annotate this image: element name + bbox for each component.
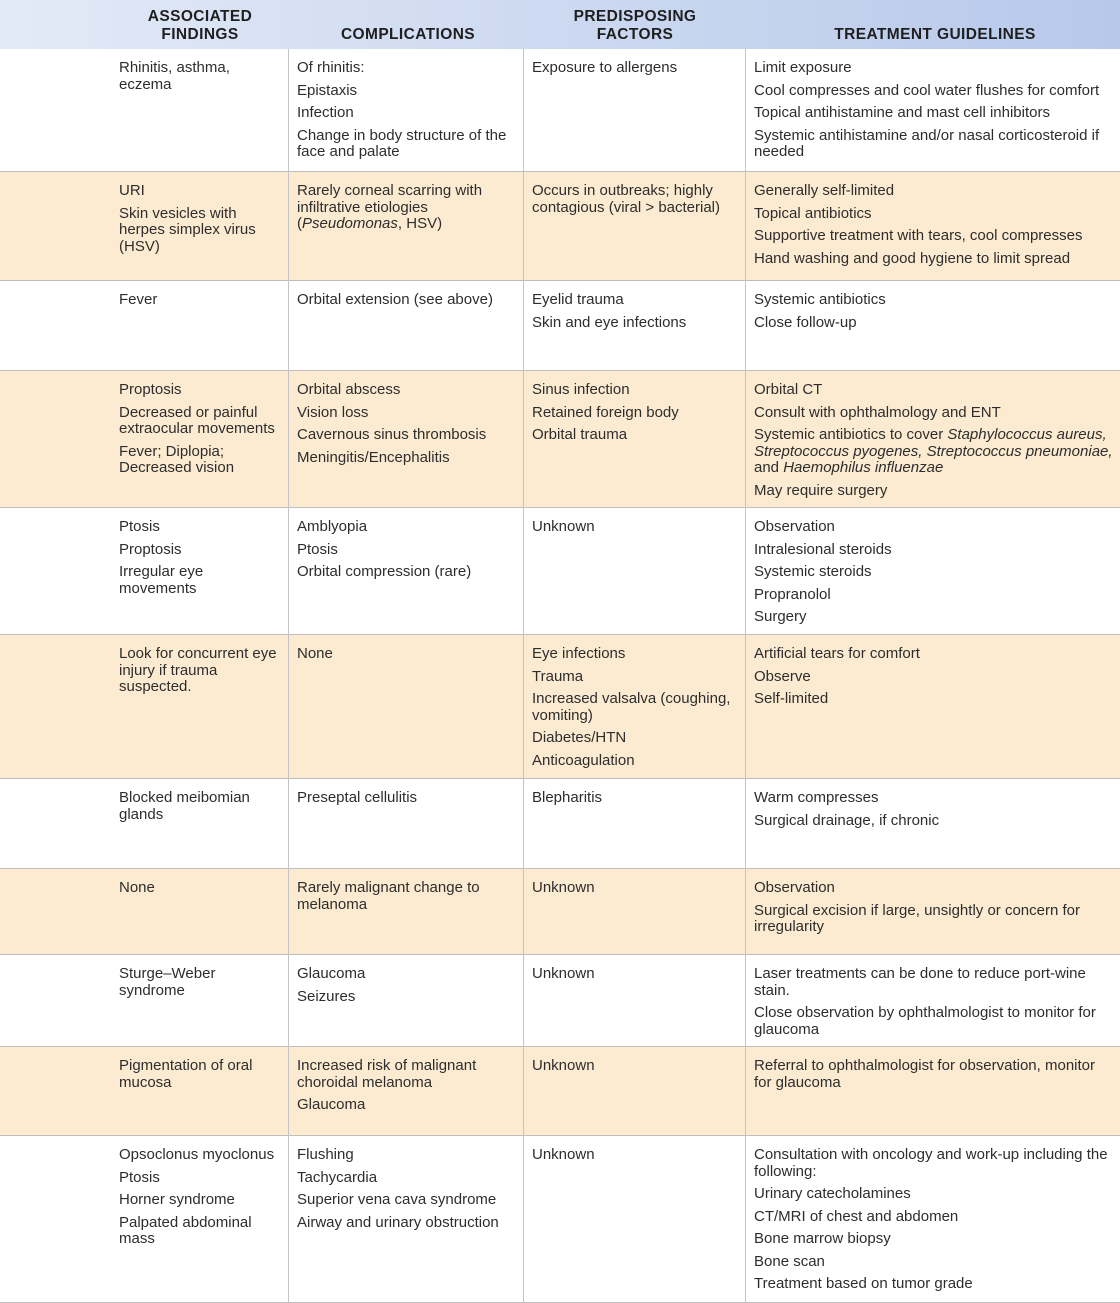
list-item: Rarely corneal scarring with infiltrative etiologies (Pseudomonas, HSV) <box>297 182 483 232</box>
cell-findings <box>119 646 281 702</box>
list-item: Superior vena cava syndrome <box>297 1191 497 1208</box>
cell-treatment <box>754 646 1116 714</box>
list-item: Surgery <box>754 608 807 625</box>
list-item: Sturge–Weber syndrome <box>119 965 216 999</box>
table-row <box>0 49 1120 172</box>
list-item: Hand washing and good hygiene to limit spread <box>754 249 1071 267</box>
cell-treatment <box>754 966 1116 1044</box>
list-item: Unknown <box>532 965 595 982</box>
list-item: Orbital abscess <box>297 381 401 398</box>
cell-complications <box>297 292 519 315</box>
cell-factors <box>532 382 738 450</box>
cell-factors <box>532 790 738 813</box>
list-item: Unknown <box>532 1057 595 1074</box>
list-item: Of rhinitis: <box>297 59 365 76</box>
cell-factors <box>532 880 738 903</box>
list-item: Fever <box>119 291 158 308</box>
list-item: Self-limited <box>754 690 829 707</box>
list-item: Increased risk of malignant choroidal melanoma <box>297 1057 477 1091</box>
column-divider <box>745 49 746 1303</box>
table-row <box>0 281 1120 371</box>
cell-factors <box>532 60 738 83</box>
cell-findings <box>119 790 281 829</box>
complication-text: Rarely corneal scarring with infiltrative etiologies <box>297 182 483 216</box>
list-item: Pigmentation of oral mucosa <box>119 1057 253 1091</box>
list-item: Cavernous sinus thrombosis <box>297 426 487 443</box>
table-row <box>0 869 1120 955</box>
list-item: Ptosis <box>119 1168 160 1186</box>
complication-text: , HSV) <box>397 215 443 232</box>
cell-findings <box>119 382 281 483</box>
header-treatment-guidelines: TREATMENT GUIDELINES <box>834 26 1036 43</box>
cell-treatment <box>754 382 1116 505</box>
list-item: Blocked meibomian glands <box>119 789 250 823</box>
list-item: Skin vesicles with herpes simplex virus (HSV) <box>119 204 256 255</box>
cell-factors <box>532 292 738 337</box>
list-item: Unknown <box>532 518 595 535</box>
cell-factors <box>532 1147 738 1170</box>
list-item: Orbital extension (see above) <box>297 291 493 308</box>
cell-treatment <box>754 880 1116 942</box>
cell-treatment <box>754 519 1116 632</box>
list-item: Blepharitis <box>532 789 603 806</box>
cell-factors <box>532 183 738 222</box>
table-row <box>0 635 1120 779</box>
list-item: Ptosis <box>119 518 160 535</box>
cell-findings <box>119 292 281 315</box>
header-complications: COMPLICATIONS <box>340 26 476 43</box>
organism-name: Pseudomonas <box>302 215 398 232</box>
list-item: Urinary catecholamines <box>754 1185 911 1202</box>
cell-complications <box>297 966 519 1011</box>
list-item: Systemic antibiotics <box>754 291 886 308</box>
list-item: Orbital trauma <box>532 426 628 443</box>
list-item: Glaucoma <box>297 965 366 982</box>
cell-treatment <box>754 1147 1116 1299</box>
table-header <box>0 0 1120 49</box>
list-item: Limit exposure <box>754 59 852 76</box>
list-item: Observe <box>754 667 811 685</box>
cell-treatment <box>754 292 1116 337</box>
list-item: Laser treatments can be done to reduce port-wine stain. <box>754 965 1086 999</box>
list-item: None <box>297 645 333 662</box>
cell-findings <box>119 519 281 603</box>
cell-factors <box>532 519 738 542</box>
list-item: Referral to ophthalmologist for observation, monitor for glaucoma <box>754 1057 1096 1091</box>
list-item: Infection <box>297 104 354 121</box>
cell-findings <box>119 60 281 99</box>
list-item: Fever; Diplopia; Decreased vision <box>119 442 235 476</box>
cell-treatment <box>754 60 1116 167</box>
list-item: Close observation by ophthalmologist to monitor for glaucoma <box>754 1004 1096 1038</box>
list-item: Anticoagulation <box>532 751 635 769</box>
list-item: Unknown <box>532 879 595 896</box>
cell-complications <box>297 1058 519 1120</box>
table-row <box>0 779 1120 869</box>
cell-complications <box>297 880 519 919</box>
cell-complications <box>297 646 519 669</box>
list-item: Unknown <box>532 1146 595 1163</box>
list-item: Observation <box>754 879 835 896</box>
list-item: Tachycardia <box>297 1168 378 1186</box>
list-item: Exposure to allergens <box>532 59 678 76</box>
list-item: Retained foreign body <box>532 403 679 421</box>
list-item: Proptosis <box>119 381 182 398</box>
column-divider <box>523 49 524 1303</box>
header-predisposing-factors: PREDISPOSING FACTORS <box>573 8 697 43</box>
list-item: Surgical drainage, if chronic <box>754 811 940 829</box>
cell-findings <box>119 183 281 261</box>
list-item: Intralesional steroids <box>754 540 892 558</box>
list-item: Orbital CT <box>754 381 823 398</box>
list-item: Opsoclonus myoclonus <box>119 1146 275 1163</box>
list-item: Vision loss <box>297 403 369 421</box>
list-item: Systemic antihistamine and/or nasal corticosteroid if needed <box>754 126 1100 160</box>
list-item: Glaucoma <box>297 1096 366 1113</box>
cell-treatment <box>754 790 1116 835</box>
list-item: Bone marrow biopsy <box>754 1230 891 1247</box>
cell-complications <box>297 790 519 813</box>
list-item: Consult with ophthalmology and ENT <box>754 403 1001 421</box>
list-item: Proptosis <box>119 540 182 558</box>
list-item: Occurs in outbreaks; highly contagious (viral > bacterial) <box>532 182 721 216</box>
list-item: Increased valsalva (coughing, vomiting) <box>532 690 731 724</box>
organism-names: Staphylococcus aureus, Streptococcus pyogenes, Streptococcus pneumoniae, <box>754 426 1113 460</box>
table-row <box>0 1136 1120 1303</box>
treatment-text: and <box>754 459 784 476</box>
cell-complications <box>297 1147 519 1237</box>
list-item: Rarely malignant change to melanoma <box>297 879 480 913</box>
column-divider <box>288 49 289 1303</box>
list-item: Generally self-limited <box>754 182 895 199</box>
list-item: Look for concurrent eye injury if trauma suspected. <box>119 645 277 695</box>
list-item: Propranolol <box>754 585 831 603</box>
list-item: Diabetes/HTN <box>532 729 627 746</box>
list-item: Treatment based on tumor grade <box>754 1275 973 1292</box>
list-item: May require surgery <box>754 481 888 499</box>
cell-complications <box>297 382 519 472</box>
treatment-text: Systemic antibiotics to cover <box>754 426 948 443</box>
cell-findings <box>119 1147 281 1254</box>
cell-complications <box>297 183 519 239</box>
table-row <box>0 371 1120 508</box>
table-row <box>0 1047 1120 1136</box>
list-item: Bone scan <box>754 1252 825 1270</box>
list-item: Meningitis/Encephalitis <box>297 448 450 466</box>
list-item: Skin and eye infections <box>532 313 687 331</box>
list-item: Cool compresses and cool water flushes for comfort <box>754 81 1100 99</box>
list-item: Amblyopia <box>297 518 368 535</box>
list-item: Airway and urinary obstruction <box>297 1213 499 1231</box>
table-row <box>0 955 1120 1047</box>
cell-factors <box>532 646 738 775</box>
list-item: Sinus infection <box>532 381 630 398</box>
list-item: Trauma <box>532 667 584 685</box>
list-item: Palpated abdominal mass <box>119 1213 252 1247</box>
list-item: Close follow-up <box>754 313 857 331</box>
cell-treatment <box>754 183 1116 273</box>
organism-name: Haemophilus influenzae <box>783 459 944 476</box>
table-row <box>0 172 1120 281</box>
list-item: Warm compresses <box>754 789 879 806</box>
cell-factors <box>532 1058 738 1081</box>
list-item: Horner syndrome <box>119 1191 235 1208</box>
list-item: Orbital compression (rare) <box>297 563 472 580</box>
table-row <box>0 508 1120 635</box>
list-item: CT/MRI of chest and abdomen <box>754 1207 959 1225</box>
list-item: Seizures <box>297 987 356 1005</box>
list-item: Surgical excision if large, unsightly or concern for irregularity <box>754 901 1080 935</box>
cell-treatment <box>754 1058 1116 1097</box>
list-item: Epistaxis <box>297 81 358 99</box>
list-item: Change in body structure of the face and palate <box>297 126 507 160</box>
list-item: Consultation with oncology and work-up including the following: <box>754 1146 1108 1180</box>
cell-complications <box>297 60 519 167</box>
list-item: Systemic steroids <box>754 563 872 580</box>
list-item <box>754 427 1116 477</box>
list-item: Ptosis <box>297 540 338 558</box>
list-item: Eyelid trauma <box>532 291 624 308</box>
list-item: Topical antihistamine and mast cell inhibitors <box>754 104 1050 121</box>
list-item: Flushing <box>297 1146 354 1163</box>
header-associated-findings: ASSOCIATED FINDINGS <box>147 8 253 43</box>
list-item: Artificial tears for comfort <box>754 645 920 662</box>
cell-factors <box>532 966 738 989</box>
cell-complications <box>297 519 519 587</box>
list-item: Preseptal cellulitis <box>297 789 418 806</box>
list-item: None <box>119 879 155 896</box>
list-item: Rhinitis, asthma, eczema <box>119 59 230 93</box>
cell-findings <box>119 1058 281 1097</box>
cell-findings <box>119 880 281 903</box>
list-item: URI <box>119 182 145 199</box>
cell-findings <box>119 966 281 1005</box>
list-item: Irregular eye movements <box>119 563 204 597</box>
list-item: Observation <box>754 518 835 535</box>
list-item: Supportive treatment with tears, cool compresses <box>754 227 1083 244</box>
list-item: Eye infections <box>532 645 626 662</box>
list-item: Topical antibiotics <box>754 204 872 222</box>
list-item: Decreased or painful extraocular movements <box>119 403 275 437</box>
